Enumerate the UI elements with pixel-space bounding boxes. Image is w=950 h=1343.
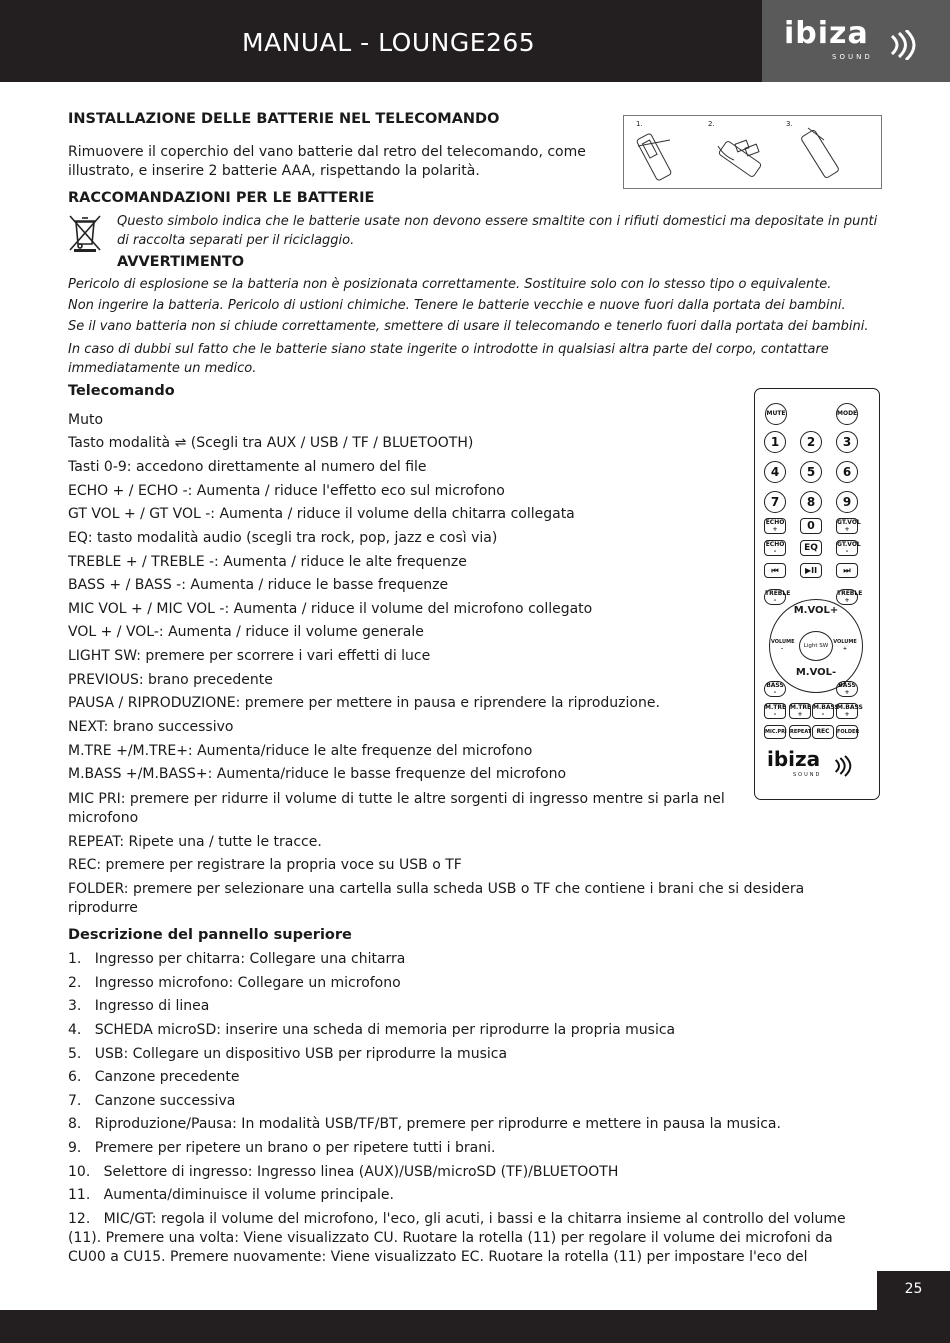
brand-logo bbox=[762, 0, 950, 82]
top-panel-heading: Descrizione del pannello superiore bbox=[68, 927, 352, 943]
gtvol-plus-label: GT.VOL bbox=[837, 519, 861, 526]
bass-plus-label: BASS bbox=[838, 682, 856, 689]
mbass-minus-button bbox=[812, 703, 839, 719]
remote-item: EQ: tasto modalità audio (scegli tra rock, pop, jazz e così via) bbox=[68, 530, 498, 546]
mtre-minus-button bbox=[764, 703, 786, 719]
remote-item: M.TRE +/M.TRE+: Aumenta/riduce le alte frequenze del microfono bbox=[68, 743, 533, 759]
digit-2-button: 2 bbox=[800, 431, 822, 453]
item-text: Ingresso per chitarra: Collegare una chitarra bbox=[94, 951, 406, 967]
mtre-plus-button bbox=[789, 703, 811, 719]
remote-heading: Telecomando bbox=[68, 383, 175, 399]
gtvol-minus-button bbox=[836, 540, 861, 556]
volume-minus-sign: - bbox=[780, 646, 784, 652]
mbass-plus-label: M.BASS bbox=[837, 704, 863, 711]
volume-plus-text: VOLUME bbox=[833, 639, 857, 645]
logo-text: ibiza bbox=[784, 16, 869, 51]
remote-item: Tasto modalità ⇌ (Scegli tra AUX / USB / TF / BLUETOOTH) bbox=[68, 435, 474, 451]
echo-minus-sign: - bbox=[773, 548, 777, 555]
bass-plus-button bbox=[836, 681, 858, 697]
bass-minus-sign: - bbox=[773, 689, 777, 696]
mode-button: MODE bbox=[836, 403, 858, 425]
top-panel-item bbox=[68, 997, 868, 1016]
treble-minus-button bbox=[764, 589, 791, 605]
battery-installation-figure bbox=[623, 115, 882, 189]
mtre-plus-sign: + bbox=[797, 711, 803, 718]
item-number: 10. bbox=[68, 1164, 91, 1180]
item-text: Canzone successiva bbox=[94, 1093, 236, 1109]
wheelie-bin-crossed-icon bbox=[68, 212, 102, 252]
item-text: Selettore di ingresso: Ingresso linea (AUX)/USB/microSD (TF)/BLUETOOTH bbox=[103, 1164, 619, 1180]
echo-minus-button bbox=[764, 540, 786, 556]
top-panel-item bbox=[68, 1021, 868, 1040]
remote-item: LIGHT SW: premere per scorrere i vari effetti di luce bbox=[68, 648, 431, 664]
remote-item: NEXT: brano successivo bbox=[68, 719, 234, 735]
item-text: USB: Collegare un dispositivo USB per riprodurre la musica bbox=[94, 1046, 508, 1062]
remote-item: BASS + / BASS -: Aumenta / riduce le basse frequenze bbox=[68, 577, 449, 593]
figure-step-2: 2. bbox=[708, 120, 715, 128]
gtvol-plus-button bbox=[836, 518, 861, 534]
digit-9-button: 9 bbox=[836, 491, 858, 513]
gtvol-plus-sign: + bbox=[844, 526, 850, 533]
treble-plus-label: TREBLE bbox=[837, 590, 863, 597]
top-panel-item bbox=[68, 1045, 868, 1064]
item-text: SCHEDA microSD: inserire una scheda di memoria per riprodurre la propria musica bbox=[94, 1022, 676, 1038]
remote-item: MIC VOL + / MIC VOL -: Aumenta / riduce il volume del microfono collegato bbox=[68, 601, 593, 617]
mbass-plus-button bbox=[836, 703, 863, 719]
folder-button: FOLDER bbox=[836, 725, 858, 739]
volume-plus-label bbox=[833, 639, 857, 653]
mtre-minus-sign: - bbox=[773, 711, 777, 718]
item-text: Premere per ripetere un brano o per ripetere tutti i brani. bbox=[94, 1140, 496, 1156]
item-text: Canzone precedente bbox=[94, 1069, 240, 1085]
remote-control-illustration bbox=[754, 388, 880, 800]
top-panel-item bbox=[68, 1139, 868, 1158]
gtvol-minus-label: GT.VOL bbox=[837, 541, 861, 548]
page-number-box bbox=[877, 1271, 950, 1343]
remote-item: Tasti 0-9: accedono direttamente al numero del file bbox=[68, 459, 427, 475]
remote-logo-text: ibiza bbox=[767, 747, 821, 771]
mic-vol-plus-label: M.VOL+ bbox=[793, 605, 839, 616]
previous-button: ⏮ bbox=[764, 563, 786, 578]
top-panel-item bbox=[68, 1210, 863, 1267]
next-button: ⏭ bbox=[836, 563, 858, 578]
digit-8-button: 8 bbox=[800, 491, 822, 513]
digit-5-button: 5 bbox=[800, 461, 822, 483]
digit-4-button: 4 bbox=[764, 461, 786, 483]
remote-item: REC: premere per registrare la propria voce su USB o TF bbox=[68, 857, 462, 873]
remote-item: M.BASS +/M.BASS+: Aumenta/riduce le basse frequenze del microfono bbox=[68, 766, 567, 782]
item-number: 4. bbox=[68, 1022, 82, 1038]
remote-item: PAUSA / RIPRODUZIONE: premere per mettere in pausa e riprendere la riproduzione. bbox=[68, 695, 660, 711]
repeat-button: REPEAT bbox=[789, 725, 811, 739]
remote-item: GT VOL + / GT VOL -: Aumenta / riduce il volume della chitarra collegata bbox=[68, 506, 575, 522]
item-number: 8. bbox=[68, 1116, 82, 1132]
warning-1: Pericolo di esplosione se la batteria non è posizionata correttamente. Sostituire solo con lo stesso tipo o equivalente. bbox=[68, 277, 832, 292]
bass-minus-button bbox=[764, 681, 786, 697]
volume-plus-sign: + bbox=[842, 646, 848, 652]
mtre-minus-label: M.TRE bbox=[765, 704, 787, 711]
remote-item: VOL + / VOL-: Aumenta / riduce il volume generale bbox=[68, 624, 424, 640]
item-text: Aumenta/diminuisce il volume principale. bbox=[103, 1187, 394, 1203]
battery-advice-heading: RACCOMANDAZIONI PER LE BATTERIE bbox=[68, 190, 375, 206]
item-number: 6. bbox=[68, 1069, 82, 1085]
bass-minus-label: BASS bbox=[766, 682, 784, 689]
treble-minus-label: TREBLE bbox=[765, 590, 791, 597]
top-panel-item bbox=[68, 950, 868, 969]
item-number: 5. bbox=[68, 1046, 82, 1062]
treble-minus-sign: - bbox=[773, 597, 777, 604]
sound-waves-icon bbox=[888, 30, 924, 60]
gtvol-minus-sign: - bbox=[845, 548, 849, 555]
mic-vol-minus-label: M.VOL- bbox=[795, 667, 837, 678]
mtre-plus-label: M.TRE bbox=[790, 704, 812, 711]
top-panel-item bbox=[68, 1068, 868, 1087]
remote-item: MIC PRI: premere per ridurre il volume di tutte le altre sorgenti di ingresso mentre si parla nel microfono bbox=[68, 791, 725, 826]
bass-plus-sign: + bbox=[844, 689, 850, 696]
treble-plus-sign: + bbox=[844, 597, 850, 604]
play-pause-button: ▶II bbox=[800, 563, 822, 578]
item-text: MIC/GT: regola il volume del microfono, l'eco, gli acuti, i bassi e la chitarra insieme al controllo del volume (11). Premere una volta: Viene visualizzato CU. Ruotare la rotella (11) per regolare il volume dei microfoni da CU00 a CU15. Premere nuovamente: Viene visualizzato EC. Ruotare la rotella (11) per impostare l'eco del bbox=[68, 1211, 846, 1265]
remote-item: REPEAT: Ripete una / tutte le tracce. bbox=[68, 834, 322, 850]
warning-heading: AVVERTIMENTO bbox=[117, 254, 245, 270]
top-panel-item bbox=[68, 1115, 868, 1134]
volume-minus-label bbox=[771, 639, 793, 653]
remote-item: ECHO + / ECHO -: Aumenta / riduce l'effetto eco sul microfono bbox=[68, 483, 505, 499]
digit-1-button: 1 bbox=[764, 431, 786, 453]
remote-item: TREBLE + / TREBLE -: Aumenta / riduce le alte frequenze bbox=[68, 554, 467, 570]
echo-plus-button bbox=[764, 518, 786, 534]
top-panel-item bbox=[68, 974, 868, 993]
item-number: 11. bbox=[68, 1187, 91, 1203]
remote-item: FOLDER: premere per selezionare una cartella sulla scheda USB o TF che contiene i brani che si desidera riprodurre bbox=[68, 881, 805, 916]
page-number: 25 bbox=[904, 1281, 923, 1297]
mbass-minus-label: M.BASS bbox=[813, 704, 839, 711]
zero-button: 0 bbox=[800, 518, 822, 534]
remote-battery-icon bbox=[624, 116, 881, 188]
manual-title: MANUAL - LOUNGE265 bbox=[242, 28, 536, 57]
item-number: 3. bbox=[68, 998, 82, 1014]
item-number: 12. bbox=[68, 1211, 91, 1227]
light-sw-button: Light SW bbox=[799, 631, 833, 661]
item-number: 9. bbox=[68, 1140, 82, 1156]
warning-4: In caso di dubbi sul fatto che le batterie siano state ingerite o introdotte in qualsiasi altra parte del corpo, contattare immediatamente un medico. bbox=[68, 342, 829, 376]
digit-6-button: 6 bbox=[836, 461, 858, 483]
battery-install-heading: INSTALLAZIONE DELLE BATTERIE NEL TELECOMANDO bbox=[68, 111, 500, 127]
top-panel-item bbox=[68, 1163, 868, 1182]
mic-pri-button: MIC.PRI bbox=[764, 725, 786, 739]
page-header bbox=[0, 0, 950, 82]
echo-plus-sign: + bbox=[772, 526, 778, 533]
rec-button: REC bbox=[812, 725, 834, 739]
digit-3-button: 3 bbox=[836, 431, 858, 453]
item-number: 1. bbox=[68, 951, 82, 967]
echo-minus-label: ECHO bbox=[765, 541, 785, 548]
item-text: Ingresso microfono: Collegare un microfono bbox=[94, 975, 401, 991]
treble-plus-button bbox=[836, 589, 863, 605]
figure-step-3: 3. bbox=[786, 120, 793, 128]
mute-button: MUTE bbox=[765, 403, 787, 425]
item-number: 2. bbox=[68, 975, 82, 991]
battery-symbol-text: Questo simbolo indica che le batterie usate non devono essere smaltite con i rifiuti domestici ma depositate in punti di raccolta separati per il riciclaggio. bbox=[117, 214, 878, 248]
top-panel-item bbox=[68, 1186, 868, 1205]
mbass-plus-sign: + bbox=[844, 711, 850, 718]
page-footer bbox=[0, 1310, 950, 1343]
item-text: Ingresso di linea bbox=[94, 998, 210, 1014]
remote-item: Muto bbox=[68, 412, 104, 428]
warning-2: Non ingerire la batteria. Pericolo di ustioni chimiche. Tenere le batterie vecchie e nuove fuori dalla portata dei bambini. bbox=[68, 298, 846, 313]
mbass-minus-sign: - bbox=[821, 711, 825, 718]
remote-item: PREVIOUS: brano precedente bbox=[68, 672, 273, 688]
battery-install-text: Rimuovere il coperchio del vano batterie dal retro del telecomando, come illustrato, e inserire 2 batterie AAA, rispettando la polarità. bbox=[68, 144, 586, 179]
eq-button: EQ bbox=[800, 540, 822, 556]
digit-7-button: 7 bbox=[764, 491, 786, 513]
item-text: Riproduzione/Pausa: In modalità USB/TF/BT, premere per riprodurre e mettere in pausa la musica. bbox=[94, 1116, 781, 1132]
logo-subtitle: SOUND bbox=[832, 53, 873, 61]
top-panel-item bbox=[68, 1092, 868, 1111]
figure-step-1: 1. bbox=[636, 120, 643, 128]
echo-plus-label: ECHO bbox=[765, 519, 785, 526]
warning-3: Se il vano batteria non si chiude correttamente, smettere di usare il telecomando e tenerlo fuori dalla portata dei bambini. bbox=[68, 319, 869, 334]
item-number: 7. bbox=[68, 1093, 82, 1109]
volume-minus-text: VOLUME bbox=[771, 639, 795, 645]
remote-logo-subtitle: SOUND bbox=[793, 772, 822, 778]
remote-sound-waves-icon bbox=[833, 755, 857, 777]
